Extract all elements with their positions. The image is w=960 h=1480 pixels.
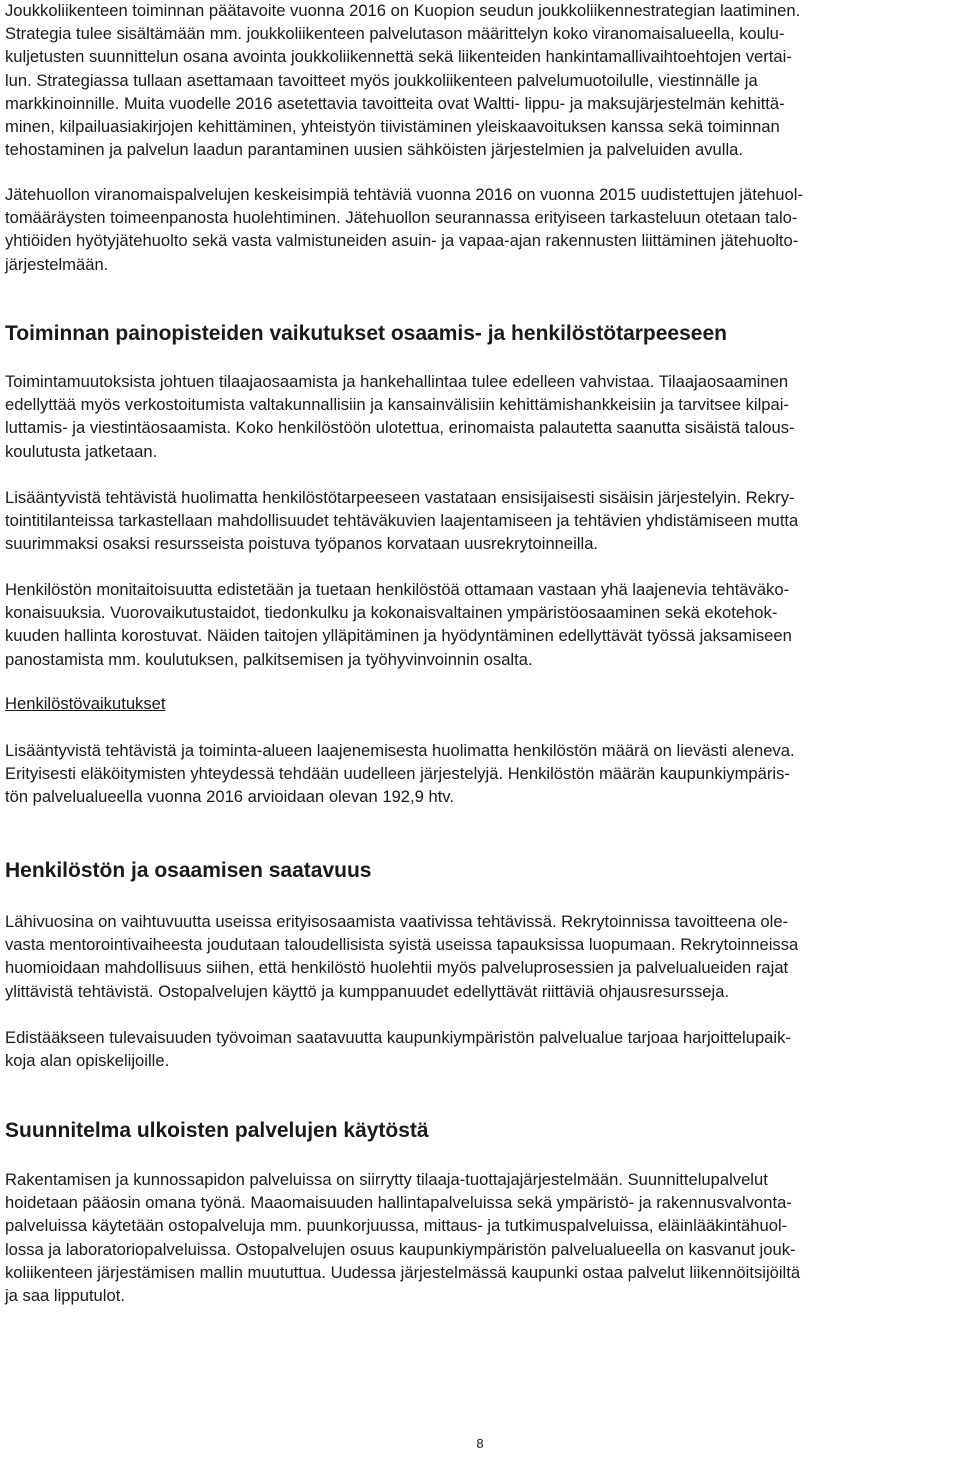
text-line: lun. Strategiassa tullaan asettamaan tavoitteet myös joukkoliikenteen palvelumuotoilulle, viestinnälle ja <box>5 70 758 90</box>
text-line: tön palvelualueella vuonna 2016 arvioidaan olevan 192,9 htv. <box>5 787 454 807</box>
text-line: Jätehuollon viranomaispalvelujen keskeisimpiä tehtäviä vuonna 2016 on vuonna 2015 uudistettujen jätehuol- <box>5 185 803 204</box>
paragraph-multiskill <box>5 578 792 671</box>
text-line: minen, kilpailuasiakirjojen kehittäminen, yhteistyön tiivistäminen yleiskaavoituksen kanssa sekä toiminnan <box>5 117 780 137</box>
text-line: edellyttää myös verkostoitumista valtakunnallisiin ja kansainvälisiin kehittämishankkeisiin ja tarvitsee kilpai- <box>5 395 789 415</box>
text-line: suurimmaksi osaksi resursseista poistuva työpanos korvataan uusrekrytoinneilla. <box>5 534 599 554</box>
section-heading: Henkilöstön ja osaamisen saatavuus <box>5 859 372 882</box>
text-line: vasta mentorointivaiheesta joudutaan taloudellisista syistä useissa tapauksissa luopumaan. Rekrytoinneissa <box>5 935 799 955</box>
text-line: Lisääntyvistä tehtävistä huolimatta henkilöstötarpeeseen vastataan ensisijaisesti sisäisin järjestelyin. Rekry- <box>5 488 795 507</box>
text-line: Joukkoliikenteen toiminnan päätavoite vuonna 2016 on Kuopion seudun joukkoliikennestrategian laatiminen. <box>5 1 801 20</box>
text-line: Henkilöstön monitaitoisuutta edistetään ja tuetaan henkilöstöä ottamaan vastaan yhä laajenevia tehtäväko- <box>5 580 790 599</box>
paragraph-public-transport <box>5 0 800 161</box>
text-line: Rakentamisen ja kunnossapidon palveluissa on siirrytty tilaaja-tuottajajärjestelmään. Suunnittelupalvelut <box>5 1170 768 1189</box>
paragraph-staffing <box>5 486 798 556</box>
section-heading: Toiminnan painopisteiden vaikutukset osaamis- ja henkilöstötarpeeseen <box>5 322 727 345</box>
paragraph-competence <box>5 370 795 463</box>
paragraph-personnel-effects <box>5 739 795 809</box>
text-line: Edistääkseen tulevaisuuden työvoiman saatavuutta kaupunkiympäristön palvelualue tarjoaa harjoittelupaik- <box>5 1028 791 1047</box>
text-line: Lisääntyvistä tehtävistä ja toiminta-alueen laajenemisesta huolimatta henkilöstön määrä on lievästi aleneva. <box>5 741 795 760</box>
text-line: Toimintamuutoksista johtuen tilaajaosaamista ja hankehallintaa tulee edelleen vahvistaa. Tilaajaosaaminen <box>5 372 789 391</box>
text-line: koja alan opiskelijoille. <box>5 1051 170 1071</box>
text-line: palveluissa käytetään ostopalveluja mm. puunkorjuussa, mittaus- ja tutkimuspalveluissa, eläinlääkintähuol- <box>5 1216 788 1236</box>
text-line: huomioidaan mahdollisuus siihen, että henkilöstö huolehtii myös palveluprosessien ja palvelualueiden rajat <box>5 958 789 978</box>
text-line: Lähivuosina on vaihtuvuutta useissa erityisosaamista vaativissa tehtävissä. Rekrytoinnissa tavoitteena ole- <box>5 912 789 931</box>
text-line: kuljetusten suunnittelun osana avointa joukkoliikennettä sekä liikenteiden hankintamallivaihtoehtojen vertai- <box>5 47 792 67</box>
text-line: tehostaminen ja palvelun laadun parantaminen uusien sähköisten järjestelmien ja palveluiden avulla. <box>5 140 743 160</box>
text-line: koliikenteen järjestämisen mallin muututtua. Uudessa järjestelmässä kaupunki ostaa palvelut liikennöitsijöiltä <box>5 1262 801 1282</box>
text-line: ja saa lipputulot. <box>5 1286 125 1306</box>
paragraph-waste-management <box>5 183 803 276</box>
paragraph-availability <box>5 910 798 1003</box>
text-line: järjestelmään. <box>5 254 109 274</box>
text-line: Strategia tulee sisältämään mm. joukkoliikenteen palvelutason määrittelyn koko viranomaisalueella, koulu- <box>5 24 785 44</box>
paragraph-internships <box>5 1026 791 1072</box>
text-line: hoidetaan pääosin omana työnä. Maaomaisuuden hallintapalveluissa sekä ympäristö- ja rakennusvalvonta- <box>5 1193 792 1213</box>
text-line: markkinoinnille. Muita vuodelle 2016 asetettavia tavoitteita ovat Waltti- lippu- ja maksujärjestelmän kehittä- <box>5 93 785 113</box>
text-line: kuuden hallinta korostuvat. Näiden taitojen ylläpitäminen ja hyödyntäminen edellyttävät työssä jaksamiseen <box>5 626 792 646</box>
text-line: konaisuuksia. Vuorovaikutustaidot, tiedonkulku ja kokonaisvaltainen ympäristöosaaminen sekä ekotehok- <box>5 603 778 623</box>
subheading-personnel-effects: Henkilöstövaikutukset <box>5 694 166 713</box>
text-line: luttamis- ja viestintäosaamista. Koko henkilöstöön ulotettua, erinomaista palautetta saanutta sisäistä talous- <box>5 418 795 438</box>
text-line: koulutusta jatketaan. <box>5 441 158 461</box>
text-line: tomääräysten toimeenpanosta huolehtiminen. Jätehuollon seurannassa erityiseen tarkasteluun otetaan talo- <box>5 208 798 228</box>
paragraph-external-services <box>5 1168 800 1307</box>
text-line: Erityisesti eläköitymisten yhteydessä tehdään uudelleen järjestelyjä. Henkilöstön määrän kaupunkiympäris- <box>5 764 790 784</box>
section-heading: Suunnitelma ulkoisten palvelujen käytöstä <box>5 1119 429 1142</box>
page-number: 8 <box>476 1436 484 1451</box>
text-line: yhtiöiden hyötyjätehuolto sekä vasta valmistuneiden asuin- ja vapaa-ajan rakennusten liittäminen jätehuolto- <box>5 231 799 251</box>
text-line: lossa ja laboratoriopalveluissa. Ostopalvelujen osuus kaupunkiympäristön palvelualueella on kasvanut jouk- <box>5 1239 796 1259</box>
text-line: tointitilanteissa tarkastellaan mahdollisuudet tehtäväkuvien laajentamiseen ja tehtävien yhdistämiseen mutta <box>5 511 799 531</box>
text-line: ylittävistä tehtävistä. Ostopalvelujen käyttö ja kumppanuudet edellyttävät riittäviä ohjausresursseja. <box>5 981 730 1001</box>
text-line: panostamista mm. koulutuksen, palkitsemisen ja työhyvinvoinnin osalta. <box>5 649 533 669</box>
